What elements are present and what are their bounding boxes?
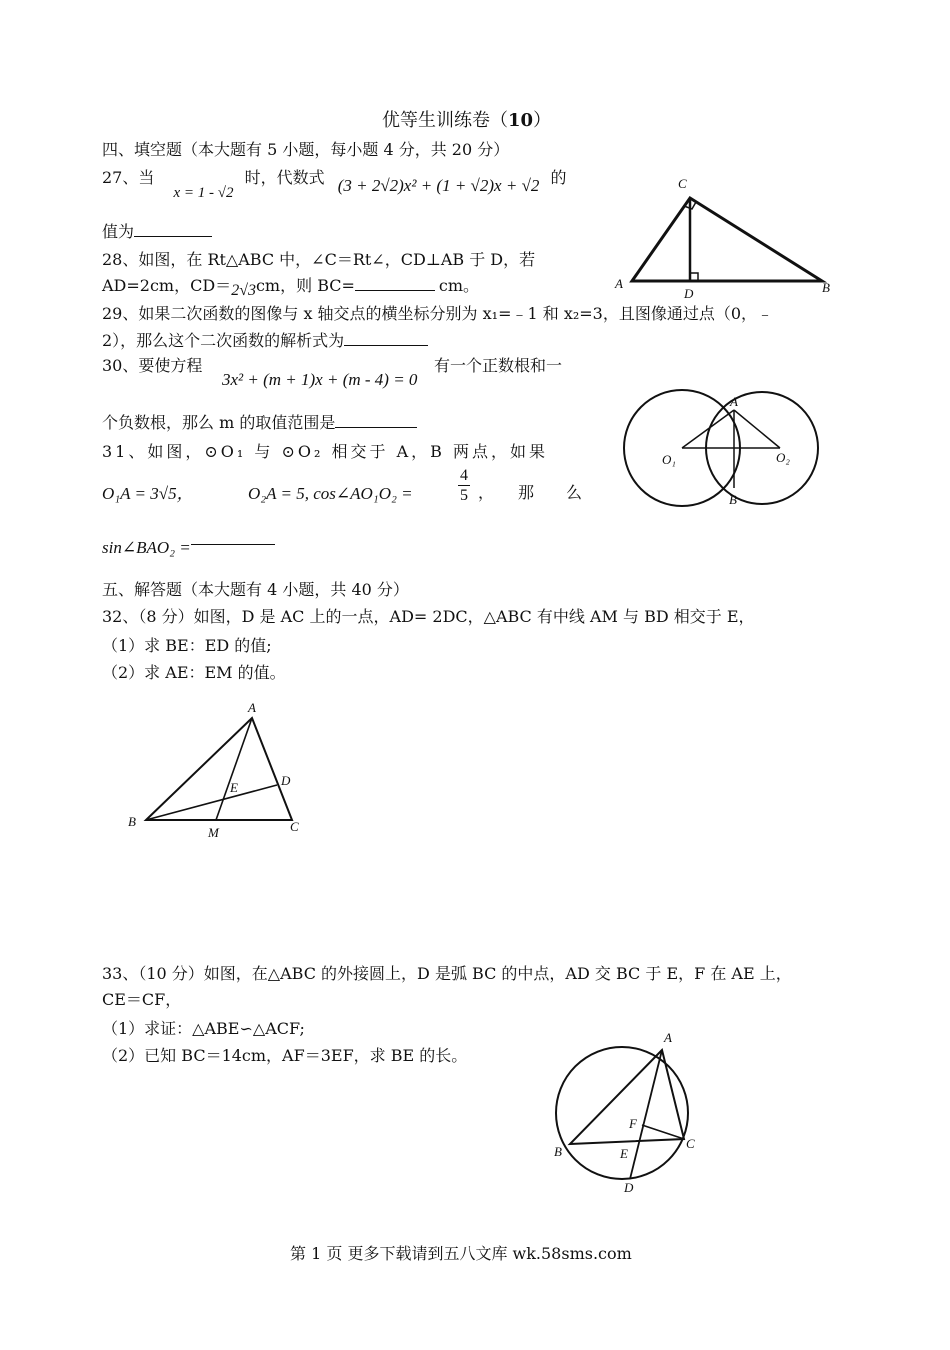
q30-line1-suffix: 有一个正数根和一 bbox=[434, 356, 563, 375]
section-four-heading: 四、填空题（本大题有 5 小题，每小题 4 分，共 20 分） bbox=[102, 140, 510, 159]
label-d: D bbox=[624, 1180, 634, 1195]
q31-then: ， 那 么 bbox=[478, 483, 591, 502]
label-a: A bbox=[248, 700, 256, 715]
q29-answer-blank[interactable] bbox=[344, 345, 428, 346]
q32-part2: （2）求 AE：EM 的值。 bbox=[102, 663, 286, 682]
line-a-o2 bbox=[734, 410, 780, 448]
q30-line2: 个负数根，那么 m 的取值范围是 bbox=[102, 413, 417, 432]
q28-line1: 28、如图，在 Rt△ABC 中，∠C＝Rt∠，CD⊥AB 于 D，若 bbox=[102, 250, 536, 269]
q27-line2: 值为 bbox=[102, 222, 212, 241]
q33-part1: （1）求证：△ABE∽△ACF; bbox=[102, 1019, 305, 1038]
q27-answer-blank[interactable] bbox=[134, 236, 212, 237]
section-five-heading: 五、解答题（本大题有 4 小题，共 40 分） bbox=[102, 580, 409, 599]
figure-q28-triangle bbox=[612, 176, 842, 300]
q30-answer-blank[interactable] bbox=[335, 427, 417, 428]
q27-condition: x = 1 - √2 bbox=[173, 185, 234, 201]
median-am bbox=[216, 718, 252, 820]
q31-condition2: O₂A = 5, cos∠AO₁O₂ = bbox=[248, 484, 413, 503]
q29-line1: 29、如果二次函数的图像与 x 轴交点的横坐标分别为 x₁=﹣1 和 x₂=3，且图像通过点（0，﹣ bbox=[102, 304, 774, 323]
line-o1-a bbox=[682, 410, 734, 448]
figure-q32-triangle bbox=[124, 698, 314, 843]
q30-line1: 30、要使方程 bbox=[102, 356, 203, 375]
segment-bd bbox=[146, 785, 277, 820]
label-f: F bbox=[629, 1116, 637, 1131]
figure-q31-circles bbox=[612, 380, 842, 510]
label-a: A bbox=[664, 1030, 672, 1045]
label-e: E bbox=[230, 780, 238, 795]
q33-part2: （2）已知 BC＝14cm，AF＝3EF，求 BE 的长。 bbox=[102, 1046, 468, 1065]
q33-line2: CE＝CF， bbox=[102, 990, 182, 1009]
label-d: D bbox=[281, 773, 291, 788]
label-a: A bbox=[730, 394, 738, 409]
label-e: E bbox=[620, 1146, 628, 1161]
label-o2: O₂ bbox=[776, 450, 790, 465]
label-c: C bbox=[678, 176, 687, 191]
q29-line2: 2），那么这个二次函数的解析式为 bbox=[102, 331, 428, 350]
label-m: M bbox=[208, 825, 219, 840]
q32-line1: 32、（8 分）如图，D 是 AC 上的一点，AD= 2DC，△ABC 有中线 AM 与 BD 相交于 E， bbox=[102, 607, 755, 626]
label-d: D bbox=[684, 286, 694, 300]
q33-line1: 33、（10 分）如图，在△ABC 的外接圆上，D 是弧 BC 的中点，AD 交 BC 于 E，F 在 AE 上， bbox=[102, 964, 792, 983]
q31-line1: 31、如图，⊙O₁ 与 ⊙O₂ 相交于 A，B 两点，如果 bbox=[102, 442, 548, 461]
label-a: A bbox=[615, 276, 623, 291]
q27-line1: 27、当 x = 1 - √2 时，代数式 (3 + 2√2)x² + (1 + √2)x + √2 的 bbox=[102, 168, 567, 201]
q31-fraction: 4 5 bbox=[460, 467, 468, 505]
q31-answer-blank[interactable] bbox=[191, 544, 275, 545]
label-b: B bbox=[128, 814, 136, 829]
triangle-abc bbox=[146, 718, 292, 820]
label-c: C bbox=[290, 819, 299, 834]
q32-part1: （1）求 BE：ED 的值; bbox=[102, 636, 272, 655]
label-b: B bbox=[554, 1144, 562, 1159]
segment-cf bbox=[642, 1125, 684, 1139]
q31-condition1: O₁A = 3√5， bbox=[102, 484, 194, 503]
label-o1: O₁ bbox=[662, 452, 676, 467]
q28-answer-blank[interactable] bbox=[355, 290, 435, 291]
q31-ask: sin∠BAO₂ = bbox=[102, 538, 275, 558]
page-footer: 第 1 页 更多下载请到五八文库 wk.58sms.com bbox=[290, 1244, 632, 1263]
q27-expression: (3 + 2√2)x² + (1 + √2)x + √2 bbox=[337, 176, 540, 195]
q28-line2: AD=2cm，CD＝2√3cm，则 BC= cm。 bbox=[102, 276, 480, 299]
triangle-abc bbox=[632, 198, 822, 281]
label-b: B bbox=[822, 280, 830, 295]
figure-q33-circle bbox=[540, 1024, 720, 1196]
label-b: B bbox=[729, 492, 737, 507]
q30-equation: 3x² + (m + 1)x + (m - 4) = 0 bbox=[222, 370, 418, 389]
chord-ad bbox=[630, 1050, 662, 1179]
label-c: C bbox=[686, 1136, 695, 1151]
page-title: 优等生训练卷（10） bbox=[382, 110, 552, 131]
